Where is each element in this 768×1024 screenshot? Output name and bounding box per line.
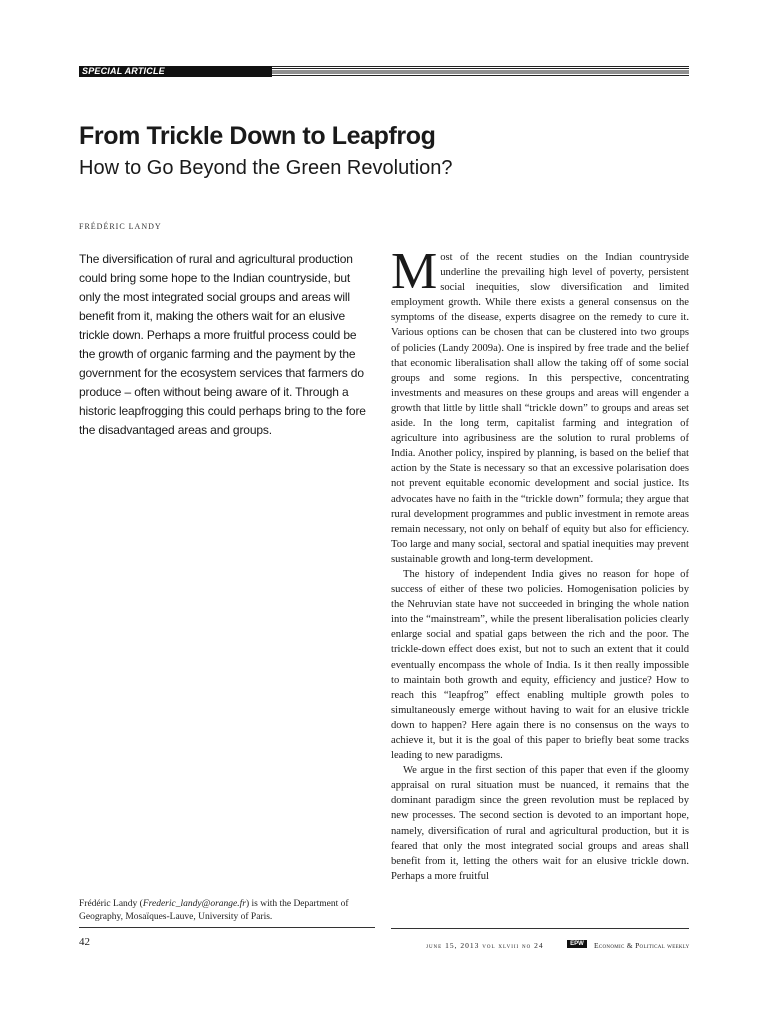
- body-paragraph-3: We argue in the first section of this paper that even if the gloomy appraisal on rural situation must be nuanced, it remains that the dominant paradigm since the green revolution must be replaced by new processes. The second section is devoted to an important hope, namely, diversification of rural and agricultural production, but it is feared that only the most integrated social groups and areas shall benefit from it, letting the others wait for an elusive trickle down. Perhaps a more fruitful: [391, 765, 689, 882]
- section-header-bar: [79, 66, 689, 77]
- section-header-rules: [272, 66, 689, 77]
- footer-journal-name: Economic & Political weekly: [594, 941, 690, 950]
- article-title: From Trickle Down to Leapfrog: [79, 122, 436, 150]
- footnote-prefix: Frédéric Landy (: [79, 899, 143, 909]
- footer-issue-info: june 15, 2013 vol xlviii no 24: [426, 941, 544, 950]
- author-name: FRÉDÉRIC LANDY: [79, 222, 162, 231]
- section-label: SPECIAL ARTICLE: [79, 66, 272, 77]
- article-body: [391, 250, 689, 930]
- author-footnote: [79, 898, 371, 924]
- article-abstract: The diversification of rural and agricultural production could bring some hope to the Indian countryside, but only the most integrated social groups and areas will benefit from it, making the others wait for an elusive trickle down. Perhaps a more fruitful process could be the growth of organic farming and the payment by the government for the ecosystem services that farmers do produce – often without being aware of it. Through a historic leapfrogging this could perhaps bring to the fore the disadvantaged areas and groups.: [79, 252, 366, 437]
- epw-logo-badge: EPW: [567, 940, 587, 948]
- author-email-link[interactable]: Frederic_landy@orange.fr: [142, 899, 246, 909]
- drop-cap: M: [391, 250, 438, 300]
- footer-divider: [391, 928, 689, 929]
- body-paragraph-1-text: ost of the recent studies on the Indian countryside underline the prevailing high level of poverty, persistent social inequities, slow diversification and limited employment growth. While there exists a general consensus on the symptoms of the disease, experts disagree on the remedy to cure it. Various options can be chosen that can be clustered into two groups of policies (Landy 2009a). One is inspired by free trade and the belief that economic liberalisation shall allow the taking off of some social groups and some regions. In this perspective, concentrating investments and measures on these groups and areas will engender a growth that little by little shall “trickle down” to groups and areas set aside. In the long term, capitalist farming and integration of agriculture into agribusiness are the solution to rural problems of India. Another policy, inspired by planning, is based on the belief that action by the State is necessary so that an excessive polarisation does not prevent equitable economic development and social justice. Its advocates have no faith in the “trickle down” formula; they argue that rural development programmes and public investment in remote areas remain necessary, not only on behalf of equity but also for efficiency. Too large and many social, sectoral and spatial inequities may prevent sustainable growth and long-term development.: [391, 252, 689, 565]
- article-subtitle: How to Go Beyond the Green Revolution?: [79, 157, 453, 179]
- body-paragraph-1: [391, 250, 689, 567]
- footnote-suffix: ) is with the Department of Geography, Mosaïques-Lauve, University of Paris.: [79, 899, 349, 922]
- page-number: 42: [79, 936, 90, 948]
- footnote-divider: [79, 927, 375, 928]
- body-paragraph-2: The history of independent India gives no reason for hope of success of either of these two policies. Homogenisation policies by the Nehruvian state have not succeeded in bringing the whole nation into the “mainstream”, while the present liberalisation policies clearly enlarge social and spatial gaps between the rich and the poor. The trickle-down effect does exist, but not to such an extent that it could eventually encompass the whole of India. Is it then really impossible to maintain both growth and equity, efficiency and justice? How to reach this “leapfrog” effect enabling multiple growth poles to simultaneously emerge without having to wait for an elusive trickle down to happen? Here again there is no consensus on the ways to achieve it, but it is the goal of this paper to briefly beat some tracks leading to new paradigms.: [391, 568, 689, 762]
